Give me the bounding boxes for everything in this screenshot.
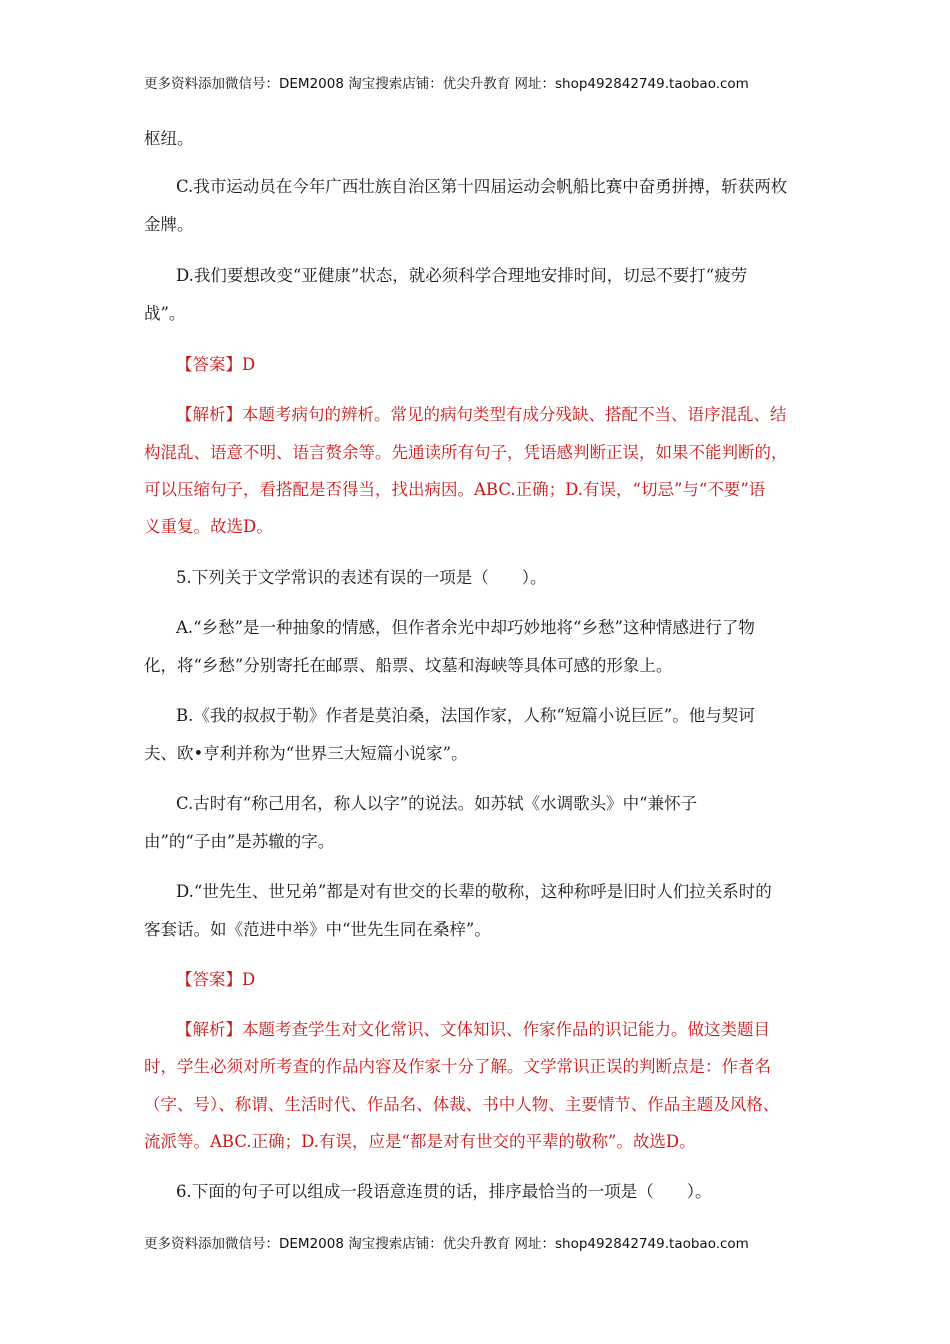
- q5-option-c-line1: C.古时有“称己用名，称人以字”的说法。如苏轼《水调歌头》中“兼怀子: [176, 794, 698, 813]
- q4-analysis-line3: 可以压缩句子，看搭配是否得当，找出病因。ABC.正确；D.有误，“切忌”与“不要”语: [144, 480, 766, 499]
- answer-value: D: [242, 355, 256, 374]
- q5-option-b-line2: 夫、欧•亨利并称为“世界三大短篇小说家”。: [144, 744, 468, 763]
- q5-option-d-line1: D.“世先生、世兄弟”都是对有世交的长辈的敬称，这种称呼是旧时人们拉关系时的: [176, 882, 772, 901]
- page-header: 更多资料添加微信号：DEM2008 淘宝搜索店铺：优尖升教育 网址：shop492842749.taobao.com: [144, 76, 749, 92]
- q5-analysis-line3: （字、号）、称谓、生活时代、作品名、体裁、书中人物、主要情节、作品主题及风格、: [144, 1095, 780, 1114]
- q4-option-d-line2: 战”。: [144, 304, 186, 323]
- q4-analysis-line2: 构混乱、语意不明、语言赘余等。先通读所有句子，凭语感判断正误，如果不能判断的，: [144, 443, 788, 462]
- q4-option-c-line2: 金牌。: [144, 215, 194, 234]
- q5-analysis-line2: 时，学生必须对所考查的作品内容及作家十分了解。文学常识正误的判断点是：作者名: [144, 1057, 771, 1076]
- q5-option-a-line1: A.“乡愁”是一种抽象的情感，但作者余光中却巧妙地将“乡愁”这种情感进行了物: [176, 618, 755, 637]
- q4-analysis-line1: 【解析】本题考病句的辨析。常见的病句类型有成分残缺、搭配不当、语序混乱、结: [176, 405, 787, 424]
- q4-analysis-line4: 义重复。故选D。: [144, 517, 273, 536]
- page-footer: 更多资料添加微信号：DEM2008 淘宝搜索店铺：优尖升教育 网址：shop492842749.taobao.com: [144, 1236, 749, 1252]
- q5-analysis-line4: 流派等。ABC.正确；D.有误，应是“都是对有世交的平辈的敬称”。故选D。: [144, 1132, 696, 1151]
- q4-option-c-line1: C.我市运动员在今年广西壮族自治区第十四届运动会帆船比赛中奋勇拼搏，斩获两枚: [176, 177, 788, 196]
- q5-option-b-line1: B.《我的叔叔于勒》作者是莫泊桑，法国作家，人称“短篇小说巨匠”。他与契诃: [176, 706, 755, 725]
- q5-stem: 5.下列关于文学常识的表述有误的一项是（ ）。: [176, 568, 547, 587]
- answer-value: D: [242, 970, 256, 989]
- q4-prev-line: 枢纽。: [144, 129, 194, 148]
- q5-option-d-line2: 客套话。如《范进中举》中“世先生同在桑梓”。: [144, 920, 491, 939]
- q5-option-a-line2: 化，将“乡愁”分别寄托在邮票、船票、坟墓和海峡等具体可感的形象上。: [144, 656, 673, 675]
- q4-answer: [176, 357, 255, 374]
- answer-label: 【答案】: [176, 970, 242, 989]
- answer-label: 【答案】: [176, 355, 242, 374]
- q4-option-d-line1: D.我们要想改变“亚健康”状态，就必须科学合理地安排时间，切忌不要打“疲劳: [176, 266, 748, 285]
- q5-answer: [176, 972, 255, 989]
- q5-analysis-line1: 【解析】本题考查学生对文化常识、文体知识、作家作品的识记能力。做这类题目: [176, 1020, 770, 1039]
- q6-stem: 6.下面的句子可以组成一段语意连贯的话，排序最恰当的一项是（ ）。: [176, 1182, 712, 1201]
- q5-option-c-line2: 由”的“子由”是苏辙的字。: [144, 832, 335, 851]
